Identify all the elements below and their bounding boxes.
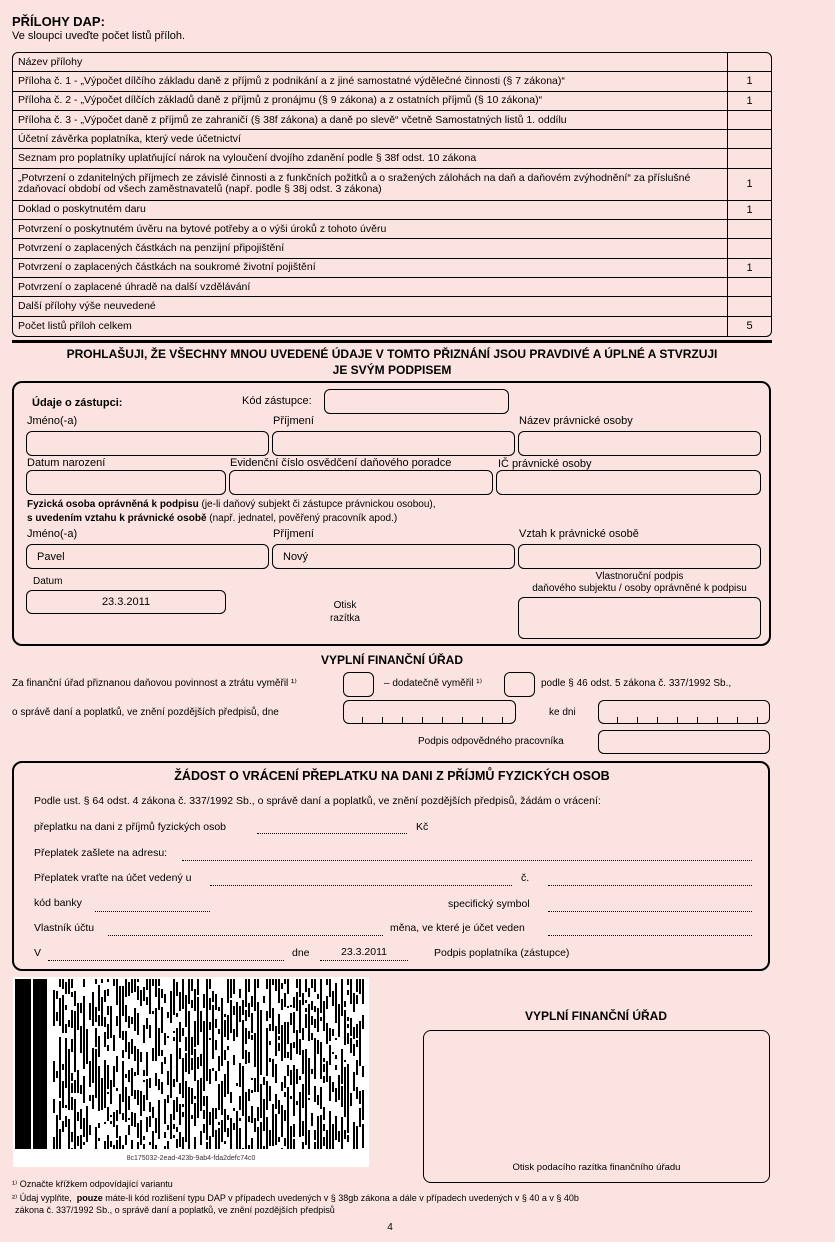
- attachment-row: [13, 53, 771, 72]
- rep-relation-field[interactable]: [518, 544, 761, 569]
- rep-cert-field[interactable]: [229, 470, 493, 495]
- date-tick: [362, 717, 363, 723]
- rep-date-label: Datum: [33, 576, 63, 587]
- date-tick: [737, 717, 738, 723]
- attachment-count[interactable]: 1: [746, 261, 753, 274]
- rep-relation-label: Vztah k právnické osobě: [519, 528, 639, 540]
- date-tick: [697, 717, 698, 723]
- rep-auth-line1: Fyzická osoba oprávněná k podpisu (je-li daňový subjekt či zástupce právnickou osobou),: [27, 499, 436, 510]
- attachment-row: [13, 72, 771, 91]
- attachment-row: [13, 297, 771, 316]
- refund-address-label: Přeplatek zašlete na adresu:: [34, 847, 168, 859]
- date-tick: [657, 717, 658, 723]
- attachment-count[interactable]: 1: [746, 94, 753, 107]
- date-tick: [482, 717, 483, 723]
- date-tick: [462, 717, 463, 723]
- refund-bank-name-field[interactable]: [210, 873, 512, 886]
- refund-curr2-field[interactable]: [548, 923, 752, 936]
- attachment-label: Seznam pro poplatníky uplatňující nárok na vyloučení dvojího zdanění podle § 38f odst. 10 zákona: [13, 149, 728, 167]
- signature-field[interactable]: [518, 597, 761, 639]
- rep-name-field[interactable]: [26, 431, 269, 456]
- date-tick: [717, 717, 718, 723]
- attachment-row: [13, 169, 771, 201]
- rep-code-label: Kód zástupce:: [242, 395, 312, 407]
- signature-label-2: daňového subjektu / osoby oprávněné k podpisu: [532, 583, 747, 594]
- office-checkbox-2[interactable]: [504, 672, 535, 697]
- divider: [12, 340, 772, 343]
- office-signature-field[interactable]: [598, 730, 770, 754]
- attachment-row: [13, 220, 771, 239]
- attachment-label: Potvrzení o zaplacené úhradě na další vzdělávání: [13, 278, 728, 296]
- footnote-2: ²⁾ Údaj vyplňte, pouze máte-li kód rozlišení typu DAP v případech uvedených v § 38gb zákona a dále v případech uvedených v § 40 a v § 40b: [12, 1193, 579, 1203]
- attachment-count[interactable]: 5: [746, 320, 753, 333]
- refund-intro: Podle ust. § 64 odst. 4 zákona č. 337/1992 Sb., o správě daní a poplatků, ve znění pozdějších předpisů, žádám o vrácení:: [34, 795, 601, 807]
- refund-account-label: Přeplatek vraťte na účet vedený u: [34, 872, 192, 884]
- attachment-label: Potvrzení o zaplacených částkách na soukromé životní pojištění: [13, 259, 728, 277]
- rep-name-label: Jméno(-a): [27, 415, 78, 427]
- attachment-row: [13, 278, 771, 297]
- attachment-label: Doklad o poskytnutém daru: [13, 201, 728, 219]
- office-text-3: podle § 46 odst. 5 zákona č. 337/1992 Sb.,: [541, 678, 732, 689]
- date-tick: [502, 717, 503, 723]
- office-date-field-2[interactable]: [598, 700, 770, 724]
- attachment-row: [13, 239, 771, 258]
- attachment-label: Potvrzení o poskytnutém úvěru na bytové potřeby a o výši úroků z tohoto úvěru: [13, 220, 728, 238]
- office-stamp-box[interactable]: [423, 1030, 770, 1183]
- office-text-1: Za finanční úřad přiznanou daňovou povinnost a ztrátu vyměřil ¹⁾: [12, 678, 297, 689]
- rep-dob-field[interactable]: [26, 470, 226, 495]
- date-tick: [442, 717, 443, 723]
- refund-date-value: 23.3.2011: [341, 946, 387, 958]
- barcode-id: 8c175032-2ead-423b-9ab4-fda2defc74c0: [126, 1155, 256, 1162]
- date-tick: [757, 717, 758, 723]
- refund-bank-code-field[interactable]: [95, 899, 210, 912]
- attachment-row: [13, 92, 771, 111]
- attachment-row: [13, 130, 771, 149]
- refund-address-field[interactable]: [182, 848, 752, 861]
- rep-auth-line2: s uvedením vztahu k právnické osobě (např. jednatel, pověřený pracovník apod.): [27, 513, 398, 524]
- refund-overpay-field[interactable]: [257, 820, 407, 834]
- footnote-1: ¹⁾ Označte křížkem odpovídající variantu: [12, 1179, 173, 1189]
- refund-date-field[interactable]: [320, 946, 408, 961]
- attachment-count[interactable]: 1: [746, 203, 753, 216]
- date-tick: [637, 717, 638, 723]
- stamp-label-1: Otisk: [333, 600, 357, 611]
- rep-name2-value: Pavel: [37, 551, 65, 563]
- attachment-label: Příloha č. 3 - „Výpočet daně z příjmů ze zahraničí (§ 38f zákona) a daně po slevě“ včetně Samostatných listů 1. oddílu: [13, 111, 728, 129]
- rep-ic-field[interactable]: [496, 470, 761, 495]
- refund-number-label: č.: [521, 872, 530, 884]
- date-tick: [422, 717, 423, 723]
- refund-place-label: V: [34, 947, 42, 959]
- attachment-count[interactable]: 1: [746, 75, 753, 88]
- office-text-6: Podpis odpovědného pracovníka: [418, 736, 564, 747]
- office-text-2: – dodatečně vyměřil ¹⁾: [384, 678, 483, 689]
- refund-sign-label: Podpis poplatníka (zástupce): [434, 947, 570, 959]
- office-stamp-label: Otisk podacího razítka finančního úřadu: [512, 1162, 681, 1173]
- date-tick: [617, 717, 618, 723]
- refund-overpay-label: přeplatku na dani z příjmů fyzických osob: [34, 821, 227, 833]
- attachment-label: „Potvrzení o zdanitelných příjmech ze závislé činnosti a z funkčních požitků a o sražených zálohách na daň a daňovém zvýhodnění“ za příslušné zdaňovací období od všech zaměstnavatelů (např. podle § 38j odst. 3 zákona): [13, 169, 728, 200]
- barcode-image: [13, 977, 369, 1153]
- refund-curr2-label: měna, ve které je účet veden: [390, 922, 525, 934]
- rep-company-label: Název právnické osoby: [519, 415, 633, 427]
- attachment-row: [13, 259, 771, 278]
- refund-owner-field[interactable]: [108, 923, 383, 936]
- attachment-label: Účetní závěrka poplatníka, který vede účetnictví: [13, 130, 728, 148]
- refund-bank-label: kód banky: [34, 897, 82, 909]
- attachment-label: Další přílohy výše neuvedené: [13, 297, 728, 315]
- rep-heading: Údaje o zástupci:: [32, 397, 123, 409]
- refund-owner-label: Vlastník účtu: [34, 922, 95, 934]
- attachment-label: Příloha č. 1 - „Výpočet dílčího základu daně z příjmů z podnikání a z jiné samostatné výdělečné činnosti (§ 7 zákona)“: [13, 72, 728, 90]
- page-number: 4: [387, 1222, 393, 1233]
- attachments-title: PŘÍLOHY DAP:: [12, 14, 105, 29]
- stamp-label-2: razítka: [329, 613, 360, 624]
- office-date-field[interactable]: [343, 700, 516, 724]
- rep-surname-field[interactable]: [272, 431, 515, 456]
- barcode: [13, 977, 369, 1167]
- signature-label-1: Vlastnoruční podpis: [595, 571, 684, 582]
- date-tick: [677, 717, 678, 723]
- attachments-table: [12, 52, 772, 337]
- rep-name2-label: Jméno(-a): [27, 528, 78, 540]
- rep-surname2-label: Příjmení: [273, 528, 314, 540]
- footnote-2-cont: zákona č. 337/1992 Sb., o správě daní a poplatků, ve znění pozdějších předpisů: [15, 1205, 335, 1215]
- rep-dob-label: Datum narození: [27, 457, 106, 469]
- refund-account-number-field[interactable]: [548, 873, 752, 886]
- office-checkbox-1[interactable]: [343, 672, 374, 697]
- refund-symbol-label: specifický symbol: [448, 898, 530, 910]
- rep-date-field[interactable]: [26, 590, 226, 614]
- rep-surname2-value: Nový: [283, 551, 309, 563]
- attachment-label: Potvrzení o zaplacených částkách na penzijní připojištění: [13, 239, 728, 257]
- date-tick: [402, 717, 403, 723]
- rep-date-value: 23.3.2011: [101, 596, 151, 608]
- attachment-row: [13, 111, 771, 130]
- rep-surname-label: Příjmení: [273, 415, 314, 427]
- office-text-4: o správě daní a poplatků, ve znění pozdějších předpisů, dne: [12, 707, 279, 718]
- date-tick: [382, 717, 383, 723]
- declaration-line1: PROHLAŠUJI, ŽE VŠECHNY MNOU UVEDENÉ ÚDAJE V TOMTO PŘIZNÁNÍ JSOU PRAVDIVÉ A ÚPLNÉ A STVRZUJI: [66, 347, 718, 361]
- attachment-row: [13, 149, 771, 168]
- refund-place-field[interactable]: [48, 948, 284, 961]
- attachment-row: [13, 201, 771, 220]
- refund-section: [12, 761, 770, 971]
- refund-title: ŽÁDOST O VRÁCENÍ PŘEPLATKU NA DANI Z PŘÍJMŮ FYZICKÝCH OSOB: [174, 769, 610, 783]
- attachment-label: Příloha č. 2 - „Výpočet dílčích základů daně z příjmů z pronájmu (§ 9 zákona) a z ostatních příjmů (§ 10 zákona)“: [13, 92, 728, 110]
- attachment-label: Název přílohy: [13, 53, 728, 71]
- refund-symbol-field[interactable]: [548, 899, 752, 912]
- rep-company-field[interactable]: [518, 431, 761, 456]
- attachment-label: Počet listů příloh celkem: [13, 317, 728, 336]
- refund-dne-label: dne: [292, 947, 310, 959]
- attachment-row: [13, 317, 771, 336]
- rep-code-field[interactable]: [324, 389, 509, 414]
- office2-title: VYPLNÍ FINANČNÍ ÚŘAD: [524, 1009, 667, 1023]
- rep-cert-label: Evidenční číslo osvědčení daňového poradce: [230, 457, 452, 469]
- rep-ic-label: IČ právnické osoby: [498, 458, 592, 470]
- refund-currency-label: Kč: [416, 821, 429, 833]
- attachment-count[interactable]: 1: [746, 178, 753, 191]
- office-text-5: ke dni: [549, 707, 576, 718]
- rep-name2-field[interactable]: [26, 544, 269, 569]
- attachments-subtitle: Ve sloupci uveďte počet listů příloh.: [12, 30, 186, 42]
- office-title: VYPLNÍ FINANČNÍ ÚŘAD: [320, 653, 463, 667]
- declaration-line2: JE SVÝM PODPISEM: [332, 363, 452, 377]
- rep-surname2-field[interactable]: [272, 544, 515, 569]
